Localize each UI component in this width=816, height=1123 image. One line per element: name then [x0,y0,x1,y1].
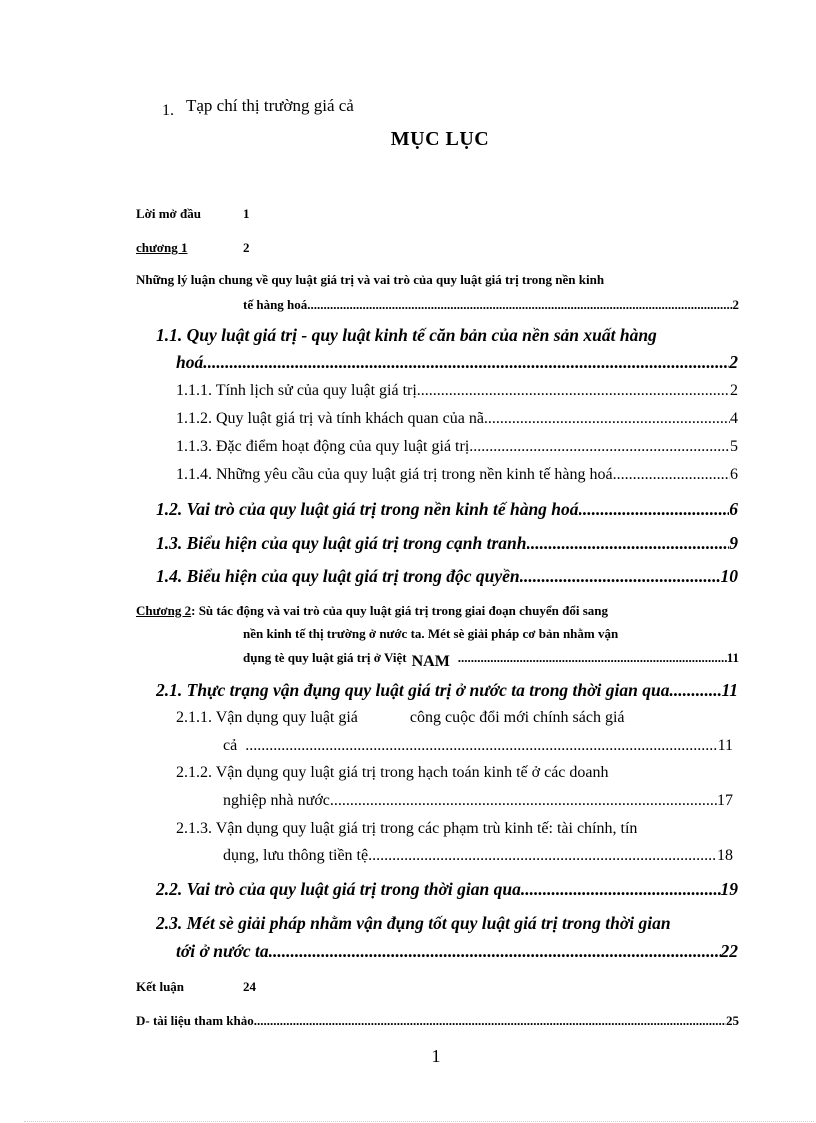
header-line [162,96,354,119]
toc-entry-1-1-4[interactable]: 1.1.4. Những yêu cầu của quy luật giá trị trong nền kinh tế hàng hoá ..... 6 [176,466,738,484]
toc-entry-1-1-3[interactable]: 1.1.3. Đặc điểm hoạt động của quy luật giá trị ..... 5 [176,438,738,456]
toc-section-1-1-line1: 1.1. Quy luật giá trị - quy luật kinh tế căn bản của nền sản xuất hàng [156,325,657,345]
toc-entry-2-1-1[interactable]: cả ..... 11 [223,737,733,755]
toc-title: MỤC LỤC [390,128,490,150]
toc-entry-2-3[interactable]: tới ở nước ta ..... 22 [176,941,738,962]
toc-entry-label: Lời mở đầu [136,206,201,221]
toc-entry-chapter1[interactable] [136,240,250,256]
page-number: 1 [431,1046,441,1066]
toc-entry-chapter1-title[interactable]: tế hàng hoá ..... 2 [243,297,739,313]
toc-chapter1-title-line1: Những lý luận chung về quy luật giá trị và vai trò của quy luật giá trị trong nền kinh [136,272,605,287]
toc-chapter2-line2: nền kinh tế thị trường ở nước ta. Mét sè giải pháp cơ bản nhằm vận [243,626,619,641]
toc-entry-2-1-3[interactable]: dụng, lưu thông tiền tệ. ..... 18 [223,847,733,865]
toc-entry-conclusion[interactable]: Kết luận 24 [136,979,256,994]
toc-entry-section-1-1[interactable]: hoá. ..... 2 [176,352,738,373]
toc-entry-1-2[interactable]: 1.2. Vai trò của quy luật giá trị trong nền kinh tế hàng hoá ..... 6 [156,499,738,520]
toc-2-1-1-line1: 2.1.1. Vận dụng quy luật giá công cuộc đổi mới chính sách giá [176,709,625,726]
toc-entry-1-4[interactable]: 1.4. Biểu hiện của quy luật giá trị trong độc quyền ..... 10 [156,566,738,587]
toc-entry-1-1-1[interactable]: 1.1.1. Tính lịch sử của quy luật giá trị ..... 2 [176,382,738,400]
toc-entry-page: 1 [243,206,250,221]
toc-2-1-2-line1: 2.1.2. Vận dụng quy luật giá trị trong hạch toán kinh tế ở các doanh [176,764,609,781]
header-text: Tạp chí thị trường giá cả [186,96,354,115]
toc-entry-references[interactable]: D- tài liệu tham khảo ..... 25 [136,1013,739,1029]
toc-chapter2-line1: Chương 2: Sù tác động và vai trò của quy luật giá trị trong giai đoạn chuyển đổi sang [136,603,609,618]
toc-entry-1-1-2[interactable]: 1.1.2. Quy luật giá trị và tính khách quan của nã ..... 4 [176,410,738,428]
toc-entry-1-3[interactable]: 1.3. Biểu hiện của quy luật giá trị trong cạnh tranh ..... 9 [156,533,738,554]
toc-entry-2-2[interactable]: 2.2. Vai trò của quy luật giá trị trong thời gian qua ..... 19 [156,879,738,900]
toc-2-1-3-line1: 2.1.3. Vận dụng quy luật giá trị trong các phạm trù kinh tế: tài chính, tín [176,820,638,837]
toc-entry-chapter2[interactable]: dụng tè quy luật giá trị ở Việt NAM ..... 11 [243,649,739,667]
toc-entry-page: 2 [732,297,739,312]
toc-entry-page: 2 [729,352,738,372]
toc-2-3-line1: 2.3. Mét sè giải pháp nhằm vận đụng tốt quy luật giá trị trong thời gian [156,913,671,933]
toc-entry-intro[interactable] [136,206,250,222]
toc-entry-page: 2 [243,240,250,255]
toc-chapter2-label: Chương 2 [136,603,192,618]
header-number: 1. [162,102,174,119]
toc-entry-label: chương 1 [136,240,188,255]
toc-entry-2-1-2[interactable]: nghiệp nhà nước. ..... 17 [223,792,733,810]
page-bottom-divider [24,1121,814,1122]
toc-entry-2-1[interactable]: 2.1. Thực trạng vận đụng quy luật giá trị ở nước ta trong thời gian qua ..... 11 [156,680,738,701]
